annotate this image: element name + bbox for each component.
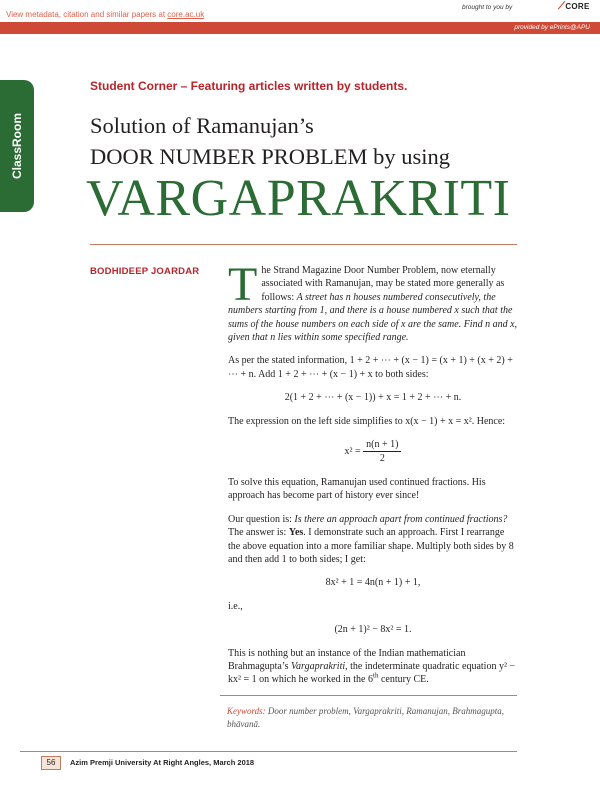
keywords xyxy=(227,705,512,730)
core-logo[interactable] xyxy=(558,1,590,12)
footer-divider xyxy=(20,751,517,752)
paragraph-1: The Strand Magazine Door Number Problem, now eternally associated with Ramanujan, may be stated more generally as follows: A street has n houses numbered consecutively, the numbers starting from 1, and there is a house numbered x such that the sums of the house numbers on each side of x are the same. Find n and x, given that n lies within some specified range. xyxy=(228,258,518,344)
paragraph-4: To solve this equation, Ramanujan used continued fractions. His approach has become part of history ever since! xyxy=(228,476,486,502)
section-label: Student Corner – Featuring articles written by students. xyxy=(90,79,408,93)
page-number: 56 xyxy=(41,756,61,770)
brought-to-you-by: brought to you by xyxy=(462,4,513,11)
title-line-2: DOOR NUMBER PROBLEM by using xyxy=(90,144,451,169)
equation-4: (2n + 1)² − 8x² = 1. xyxy=(334,624,412,636)
journal-footer: Azim Premji University At Right Angles, March 2018 xyxy=(70,758,255,767)
paragraph-5: Our question is: Is there an approach apart from continued fractions? The answer is: Yes. I demonstrate such an approach. First I rearrange the above equation into a more familiar shape. Multiply both sides by 8 and then add 1 to both sides; I get: xyxy=(228,513,514,565)
paragraph-2: As per the stated information, 1 + 2 + ⋯ + (x − 1) = (x + 1) + (x + 2) + ⋯ + n. Add 1 + 2 + ⋯ + (x − 1) + x to both sides: xyxy=(228,355,513,380)
classroom-tab-label: ClassRoom xyxy=(10,112,24,180)
provided-by-stripe xyxy=(0,22,600,34)
fraction: $\frac{n(n + 1)}{2}$ xyxy=(363,438,401,466)
core-logo-icon: ⟋ xyxy=(558,1,566,12)
paragraph-3: The expression on the left side simplifies to x(x − 1) + x = x². Hence: xyxy=(228,415,506,427)
equation-3: 8x² + 1 = 4n(n + 1) + 1, xyxy=(325,577,421,589)
core-link-prefix: View metadata, citation and similar papers at xyxy=(6,10,168,19)
ie-label: i.e., xyxy=(228,600,243,612)
title-line-3: VARGAPRAKRITI xyxy=(86,170,511,227)
author-name: BODHIDEEP JOARDAR xyxy=(90,266,200,277)
equation-1: 2(1 + 2 + ⋯ + (x − 1)) + x = 1 + 2 + ⋯ + n. xyxy=(284,392,462,404)
equation-2: x² = $\frac{n(n + 1)}{2}$ xyxy=(228,438,518,466)
article-body xyxy=(228,258,518,697)
drop-cap: T xyxy=(228,258,258,311)
core-link-url[interactable]: core.ac.uk xyxy=(167,10,205,19)
paragraph-6: This is nothing but an instance of the Indian mathematician Brahmagupta’s Vargaprakriti, the indeterminate quadratic equation y² − kx² = 1 on which he worked in the 6th century CE. xyxy=(228,647,516,686)
provided-by[interactable]: provided by ePrints@APU xyxy=(514,24,590,31)
core-logo-text: CORE xyxy=(565,2,590,11)
keywords-text: Door number problem, Vargaprakriti, Ramanujan, Brahmagupta, bhāvanā. xyxy=(227,706,505,729)
title-divider xyxy=(90,244,517,245)
keywords-label: Keywords: xyxy=(227,706,266,716)
core-metadata-link[interactable] xyxy=(6,10,204,19)
title-line-1: Solution of Ramanujan’s xyxy=(90,113,314,138)
